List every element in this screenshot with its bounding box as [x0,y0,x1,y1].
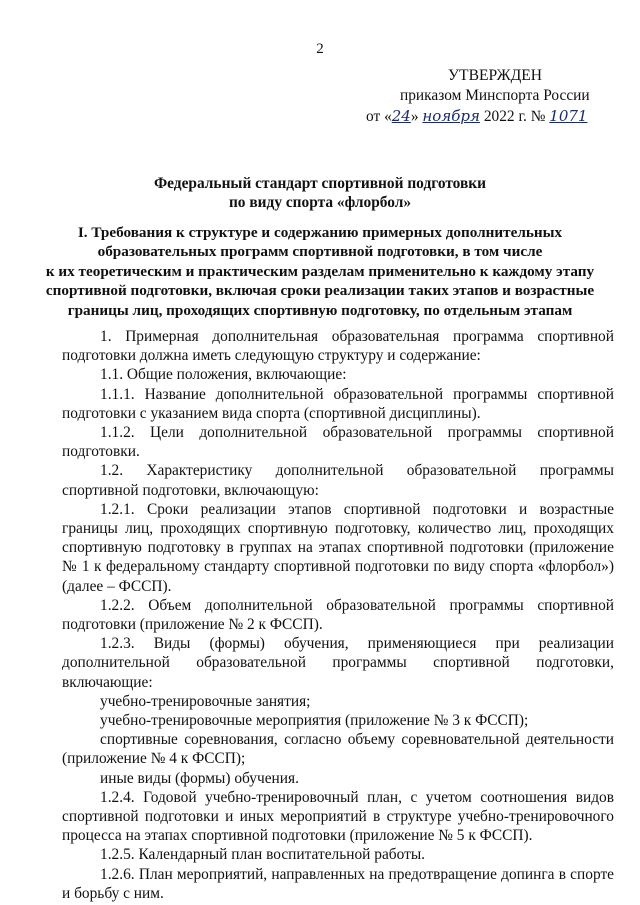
document-title-line: по виду спорта «флорбол» [228,194,412,212]
paragraph: спортивные соревнования, согласно объему соревновательной деятельности (приложение № 4 к ФССП); [62,731,614,768]
section-heading-line: к их теоретическим и практическим разделам применительно к каждому этапу [45,262,595,280]
date-year: 2022 г. № [483,108,546,125]
paragraph: 1.1.2. Цели дополнительной образовательной программы спортивной подготовки. [62,424,614,461]
handwritten-order-number: 1071 [549,107,588,125]
paragraph: 1. Примерная дополнительная образовательная программа спортивной подготовки должна иметь следующую структуру и содержание: [62,328,614,365]
paragraph: 1.2.6. План мероприятий, направленных на предотвращение допинга в спорте и борьбу с ним. [62,865,614,902]
approval-title: УТВЕРЖДЕН [448,67,543,84]
paragraph: 1.2. Характеристику дополнительной образовательной программы спортивной подготовки, включающую: [62,462,614,499]
handwritten-day: 24 [391,107,411,125]
document-title [0,174,640,212]
paragraph: иные виды (формы) обучения. [100,769,299,787]
section-heading [0,223,640,320]
page-number: 2 [316,41,324,57]
paragraph: 1.2.5. Календарный план воспитательной работы. [100,846,426,864]
handwritten-month: ноября [422,107,480,125]
section-heading-line: спортивной подготовки, включая сроки реализации таких этапов и возрастные [45,282,595,300]
paragraph: учебно-тренировочные мероприятия (приложение № 3 к ФССП); [100,712,529,730]
paragraph: 1.2.4. Годовой учебно-тренировочный план, с учетом соотношения видов спортивной подготовки и иных мероприятий в структуре учебно-тренировочного процесса на этапах спортивной подготовки (приложение № 5 к ФССП). [62,788,614,845]
paragraph: учебно-тренировочные занятия; [100,692,311,710]
paragraph: 1.2.3. Виды (формы) обучения, применяющиеся при реализации дополнительной образовательной программы спортивной подготовки, включающие: [62,635,614,691]
date-quote-close: » [410,108,419,125]
document-body [62,327,614,903]
date-prefix: от « [366,108,392,125]
approval-stamp [366,66,630,127]
paragraph: 1.2.1. Сроки реализации этапов спортивной подготовки и возрастные границы лиц, проходящих спортивную подготовку, количество лиц, проходящих спортивную подготовку в группах на этапах спортивной подготовки (приложение № 1 к федеральному стандарту спортивной подготовки по виду спорта «флорбол») (далее – ФССП). [62,500,614,595]
approval-order-line: приказом Минспорта России [400,87,590,104]
section-heading-line: границы лиц, проходящих спортивную подготовку, по отдельным этапам [67,301,573,319]
paragraph: 1.1.1. Название дополнительной образовательной программы спортивной подготовки с указанием вида спорта (спортивной дисциплины). [62,385,614,422]
paragraph: 1.2.2. Объем дополнительной образовательной программы спортивной подготовки (приложение № 2 к ФССП). [62,596,614,634]
paragraph: 1.1. Общие положения, включающие: [100,366,347,384]
section-heading-line: образовательных программ спортивной подготовки, в том числе [97,243,543,261]
document-title-line: Федеральный стандарт спортивной подготовки [153,175,487,192]
section-heading-line: I. Требования к структуре и содержанию примерных дополнительных [77,224,563,241]
approval-date-line [366,106,630,127]
